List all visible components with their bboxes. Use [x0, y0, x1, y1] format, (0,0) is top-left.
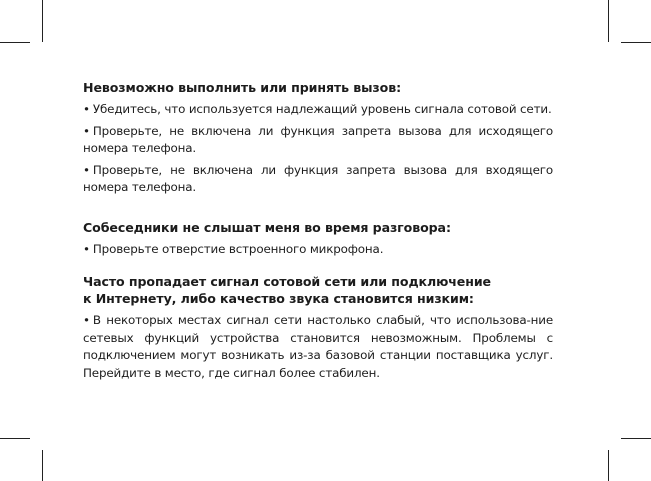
crop-mark-bottom-right-vertical — [608, 450, 609, 481]
bullet-icon: • — [83, 162, 90, 177]
tip-text: Проверьте, не включена ли функция запрета вызова для входящего номера телефона. — [83, 162, 553, 194]
tip-item — [83, 123, 553, 158]
crop-mark-top-left-horizontal — [0, 42, 30, 43]
tip-text: Убедитесь, что используется надлежащий уровень сигнала сотовой сети. — [92, 102, 552, 116]
tip-text: Проверьте отверстие встроенного микрофона. — [92, 241, 384, 256]
tip-item — [83, 241, 553, 259]
section-title: Невозможно выполнить или принять вызов: — [83, 80, 402, 95]
manual-content — [83, 79, 553, 404]
bullet-icon: • — [83, 241, 90, 256]
crop-mark-bottom-left-vertical — [42, 450, 43, 481]
bullet-icon: • — [83, 313, 90, 327]
section-not-heard — [83, 219, 553, 259]
section-cannot-call — [83, 79, 553, 197]
crop-mark-top-left-vertical — [42, 0, 43, 42]
section-title: Собеседники не слышат меня во время разговора: — [83, 219, 451, 235]
section-signal-loss — [83, 273, 553, 382]
crop-mark-bottom-left-horizontal — [0, 438, 30, 439]
crop-mark-top-right-vertical — [608, 0, 609, 42]
crop-mark-top-right-horizontal — [621, 42, 651, 43]
tip-item — [83, 162, 553, 197]
tip-item — [83, 101, 553, 119]
crop-mark-bottom-right-horizontal — [621, 438, 651, 439]
tip-text: Проверьте, не включена ли функция запрета вызова для исходящего номера телефона. — [83, 123, 553, 155]
bullet-icon: • — [83, 123, 90, 138]
section-title — [83, 273, 553, 307]
bullet-icon: • — [83, 102, 90, 116]
section-title-line2: к Интернету, либо качество звука становится низким: — [83, 291, 474, 306]
tip-text: В некоторых местах сигнал сети настолько слабый, что использова-ние сетевых функций устройства становится невозможным. Проблемы с подключением могут возникать из-за базовой станции поставщика услуг. Перейдите в место, где сигнал более стабилен. — [83, 313, 553, 380]
tip-item — [83, 312, 553, 382]
section-title-line1: Часто пропадает сигнал сотовой сети или подключение — [83, 274, 491, 289]
